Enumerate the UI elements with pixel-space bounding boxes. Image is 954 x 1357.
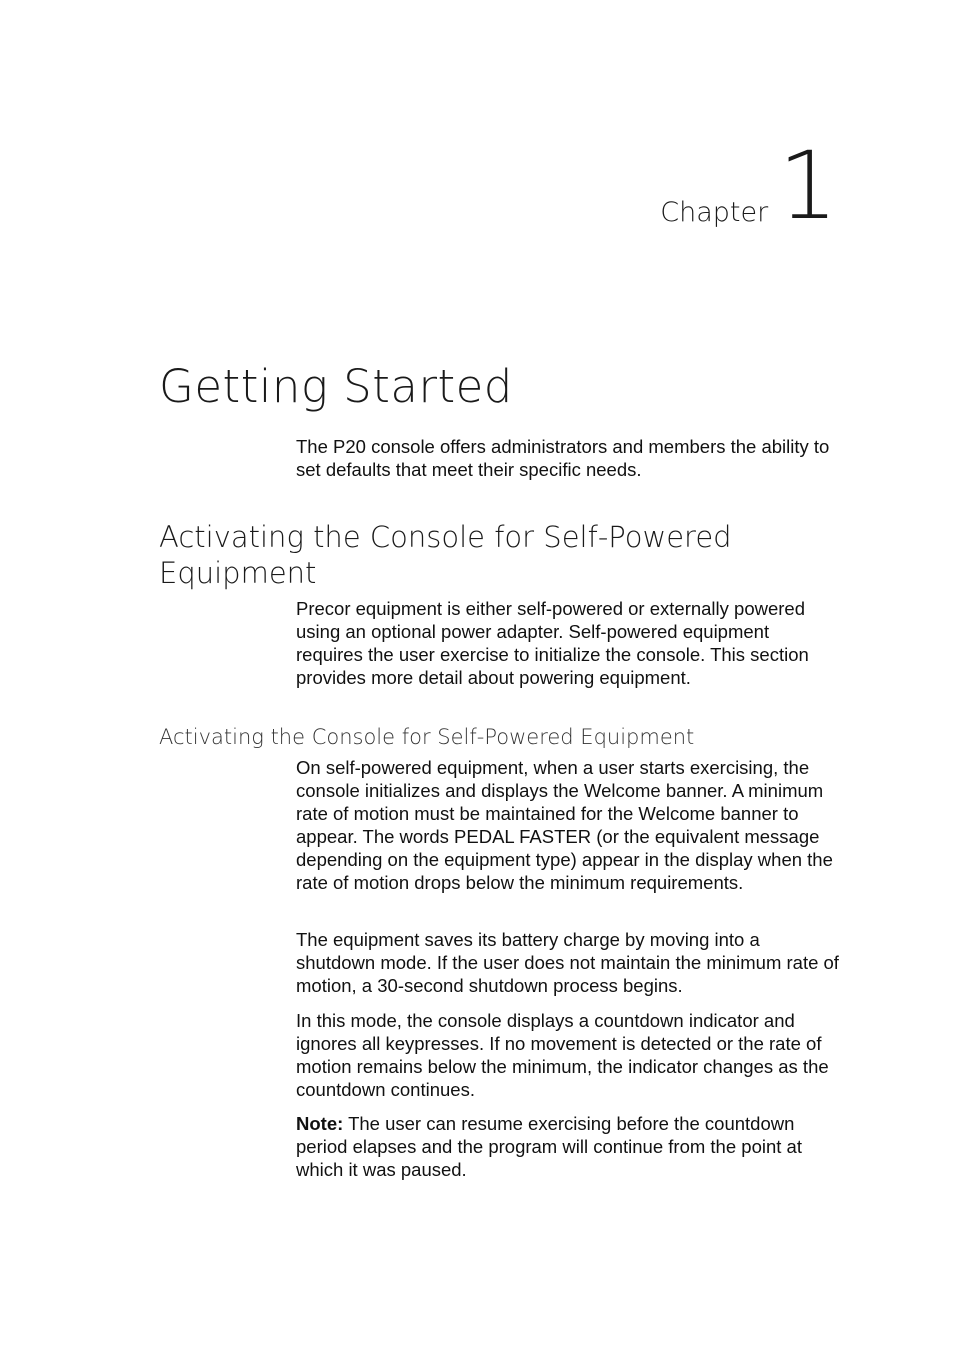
page-title: Getting Started (159, 360, 513, 413)
subsection-paragraph-1: On self-powered equipment, when a user starts exercising, the console initializes and displays the Welcome banner. A minimum rate of motion must be maintained for the Welcome banner to appear. The words PEDAL FASTER (or the equivalent message depending on the equipment type) appear in the display when the rate of motion drops below the minimum requirements. (296, 757, 833, 893)
intro-paragraph: The P20 console offers administrators and members the ability to set defaults that meet their specific needs. (296, 436, 830, 480)
subsection-paragraph-2: The equipment saves its battery charge by moving into a shutdown mode. If the user does not maintain the minimum rate of motion, a 30-second shutdown process begins. (296, 929, 839, 996)
chapter-header (660, 132, 834, 241)
subsection-paragraph-3: In this mode, the console displays a countdown indicator and ignores all keypresses. If no movement is detected or the rate of motion remains below the minimum, the indicator changes as the countdown continues. (296, 1010, 829, 1100)
subsection-heading: Activating the Console for Self-Powered Equipment (159, 725, 695, 749)
section-heading: Activating the Console for Self-Powered Equipment (159, 520, 732, 590)
section-body: Precor equipment is either self-powered or externally powered using an optional power adapter. Self-powered equipment requires the user exercise to initialize the console. This section provides more detail about powering equipment. (296, 598, 809, 688)
note-paragraph (296, 1112, 841, 1181)
note-label: Note: (296, 1113, 344, 1134)
chapter-label: Chapter (660, 197, 769, 228)
note-text: The user can resume exercising before the countdown period elapses and the program will continue from the point at which it was paused. (296, 1113, 802, 1180)
chapter-number: 1 (778, 132, 834, 241)
